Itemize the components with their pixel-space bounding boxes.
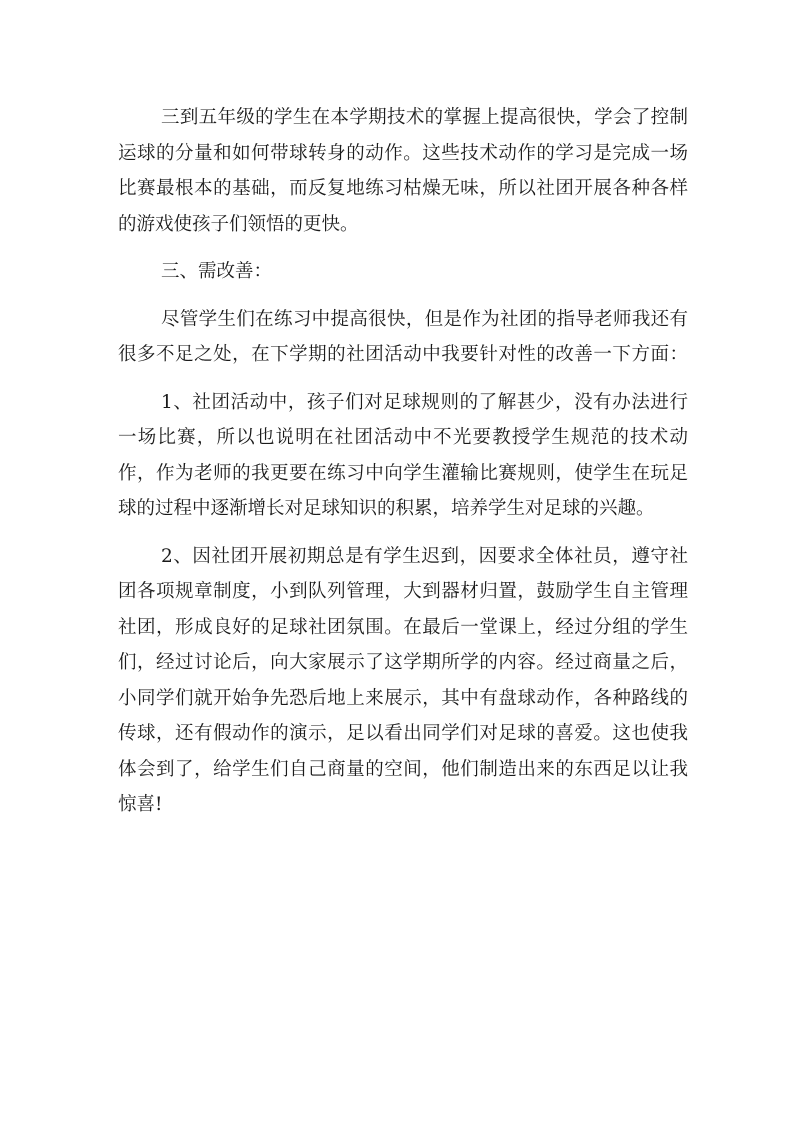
text-line: 1、社团活动中，孩子们对足球规则的了解甚少，没有办法进行 <box>161 391 688 413</box>
text-line: 运球的分量和如何带球转身的动作。这些技术动作的学习是完成一场 <box>118 142 688 164</box>
text-line: 很多不足之处，在下学期的社团活动中我要针对性的改善一下方面： <box>118 344 688 365</box>
document-body <box>118 100 688 823</box>
paragraph-item-2-discipline <box>118 539 688 823</box>
text-line: 三到五年级的学生在本学期技术的掌握上提高很快，学会了控制 <box>161 107 688 128</box>
text-line: 比赛最根本的基础，而反复地练习枯燥无味，所以社团开展各种各样 <box>118 178 688 199</box>
text-line: 惊喜! <box>118 794 163 815</box>
text-line: 2、因社团开展初期总是有学生迟到，因要求全体社员，遵守社 <box>161 545 688 567</box>
paragraph-item-1-rules <box>118 385 688 527</box>
text-line: 一场比赛，所以也说明在社团活动中不光要教授学生规范的技术动 <box>118 427 688 448</box>
paragraph-shortcomings-intro <box>118 302 688 373</box>
text-line: 作，作为老师的我更要在练习中向学生灌输比赛规则，使学生在玩足 <box>118 462 688 484</box>
heading-line: 三、需改善： <box>161 261 273 282</box>
text-line: 团各项规章制度，小到队列管理，大到器材归置，鼓励学生自主管理 <box>118 581 688 602</box>
text-line: 们，经过讨论后，向大家展示了这学期所学的内容。经过商量之后， <box>118 652 688 673</box>
text-line: 小同学们就开始争先恐后地上来展示，其中有盘球动作，各种路线的 <box>118 687 688 709</box>
text-line: 传球，还有假动作的演示，足以看出同学们对足球的喜爱。这也使我 <box>118 723 688 744</box>
text-line: 社团，形成良好的足球社团氛围。在最后一堂课上，经过分组的学生 <box>118 616 688 638</box>
text-line: 的游戏使孩子们领悟的更快。 <box>118 213 359 235</box>
text-line: 体会到了，给学生们自己商量的空间，他们制造出来的东西足以让我 <box>118 758 688 780</box>
section-heading-improvements <box>118 254 688 290</box>
text-line: 尽管学生们在练习中提高很快，但是作为社团的指导老师我还有 <box>161 308 688 330</box>
paragraph-skills-progress <box>118 100 688 242</box>
text-line: 球的过程中逐渐增长对足球知识的积累，培养学生对足球的兴趣。 <box>118 498 655 519</box>
